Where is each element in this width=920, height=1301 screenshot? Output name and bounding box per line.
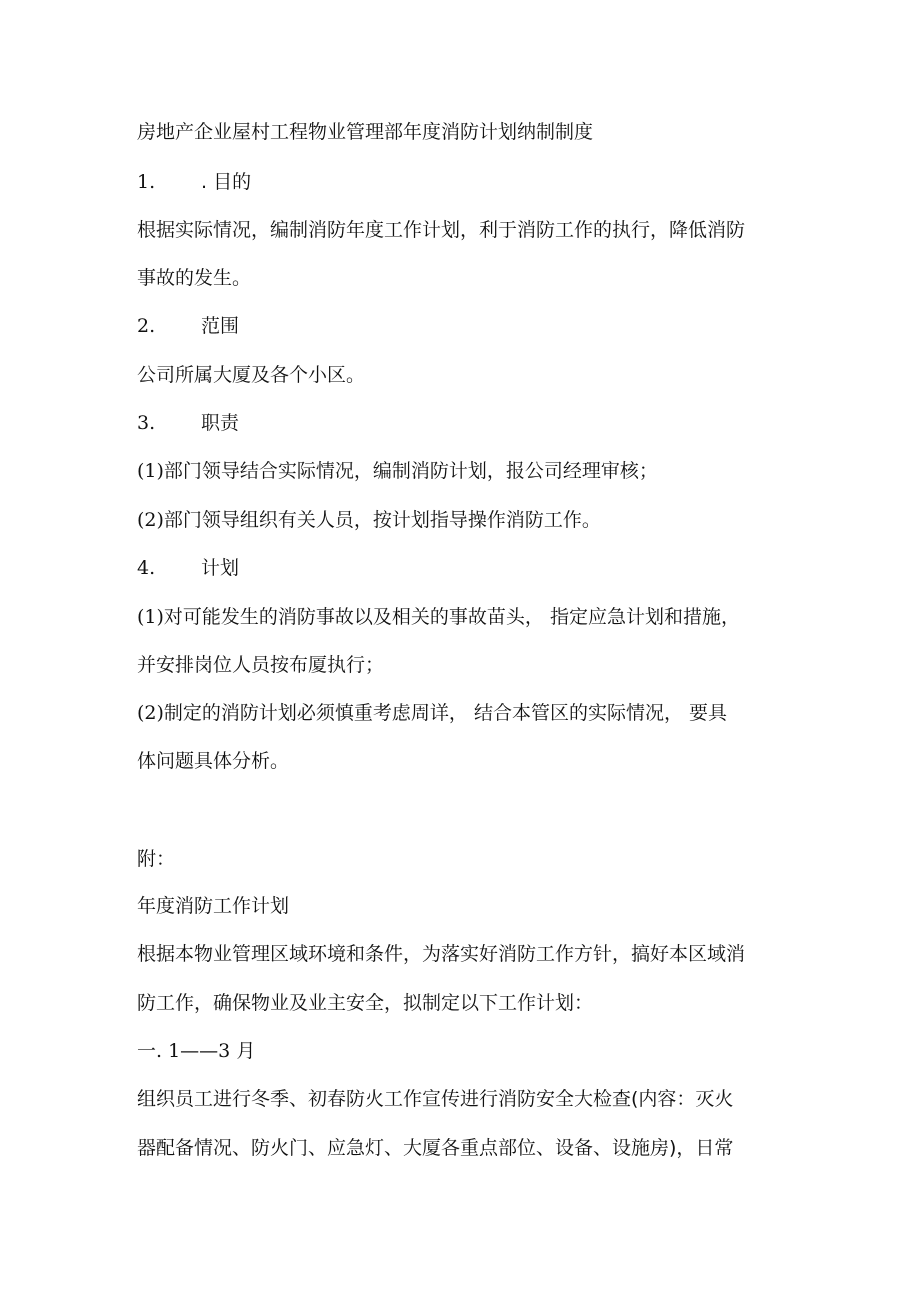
- period-range: 一. 1——3: [137, 1040, 231, 1062]
- section-number: 4.: [137, 557, 156, 579]
- section-heading-plan: [137, 555, 239, 581]
- plan-item-2: [137, 700, 727, 726]
- section-label: 范围: [201, 315, 240, 337]
- section-label: . 目的: [201, 171, 252, 193]
- section-label: 职责: [201, 412, 240, 434]
- duty-item-2: [137, 507, 601, 533]
- paragraph-purpose-line-1: 根据实际情况，编制消防年度工作计划，利于消防工作的执行，降低消防: [137, 219, 746, 241]
- section-heading-scope: [137, 313, 239, 339]
- section-number: 2.: [137, 315, 156, 337]
- section-heading-duties: [137, 410, 239, 436]
- annual-plan-title: 年度消防工作计划: [137, 895, 290, 917]
- list-item-text: 部门领导结合实际情况，编制消防计划，报公司经理审核；: [163, 460, 658, 482]
- period-month: 月: [236, 1040, 256, 1062]
- paragraph-scope: 公司所属大厦及各个小区。: [137, 364, 366, 386]
- paragraph-intro-line-2: 防工作，确保物业及业主安全，拟制定以下工作计划：: [137, 992, 594, 1014]
- plan-item-1: [137, 604, 740, 630]
- period-heading-q1: [137, 1038, 255, 1064]
- appendix-label: 附：: [137, 848, 176, 870]
- list-item-text: 部门领导组织有关人员，按计划指导操作消防工作。: [163, 509, 601, 531]
- paragraph-period1-line-2: 器配备情况、防火门、应急灯、大厦各重点部位、设备、设施房)，日常: [137, 1137, 734, 1159]
- section-number: 1.: [137, 171, 156, 193]
- list-marker: (1): [137, 606, 164, 628]
- plan-item-2-continuation: 体问题具体分析。: [137, 750, 290, 772]
- list-item-text: 对可能发生的消防事故以及相关的事故苗头， 指定应急计划和措施，: [163, 606, 740, 628]
- duty-item-1: [137, 458, 658, 484]
- list-marker: (1): [137, 460, 164, 482]
- document-title: 房地产企业屋村工程物业管理部年度消防计划纳制制度: [137, 121, 594, 143]
- paragraph-period1-line-1: 组织员工进行冬季、初春防火工作宣传进行消防安全大检查(内容：灭火: [137, 1088, 734, 1110]
- list-marker: (2): [137, 702, 164, 724]
- paragraph-purpose-line-2: 事故的发生。: [137, 267, 252, 289]
- plan-item-1-continuation: 并安排岗位人员按布厦执行；: [137, 654, 385, 676]
- list-item-text: 制定的消防计划必须慎重考虑周详， 结合本管区的实际情况， 要具: [163, 702, 728, 724]
- section-label: 计划: [201, 557, 240, 579]
- list-marker: (2): [137, 509, 164, 531]
- section-heading-purpose: [137, 169, 251, 195]
- section-number: 3.: [137, 412, 156, 434]
- paragraph-intro-line-1: 根据本物业管理区域环境和条件，为落实好消防工作方针，搞好本区域消: [137, 943, 746, 965]
